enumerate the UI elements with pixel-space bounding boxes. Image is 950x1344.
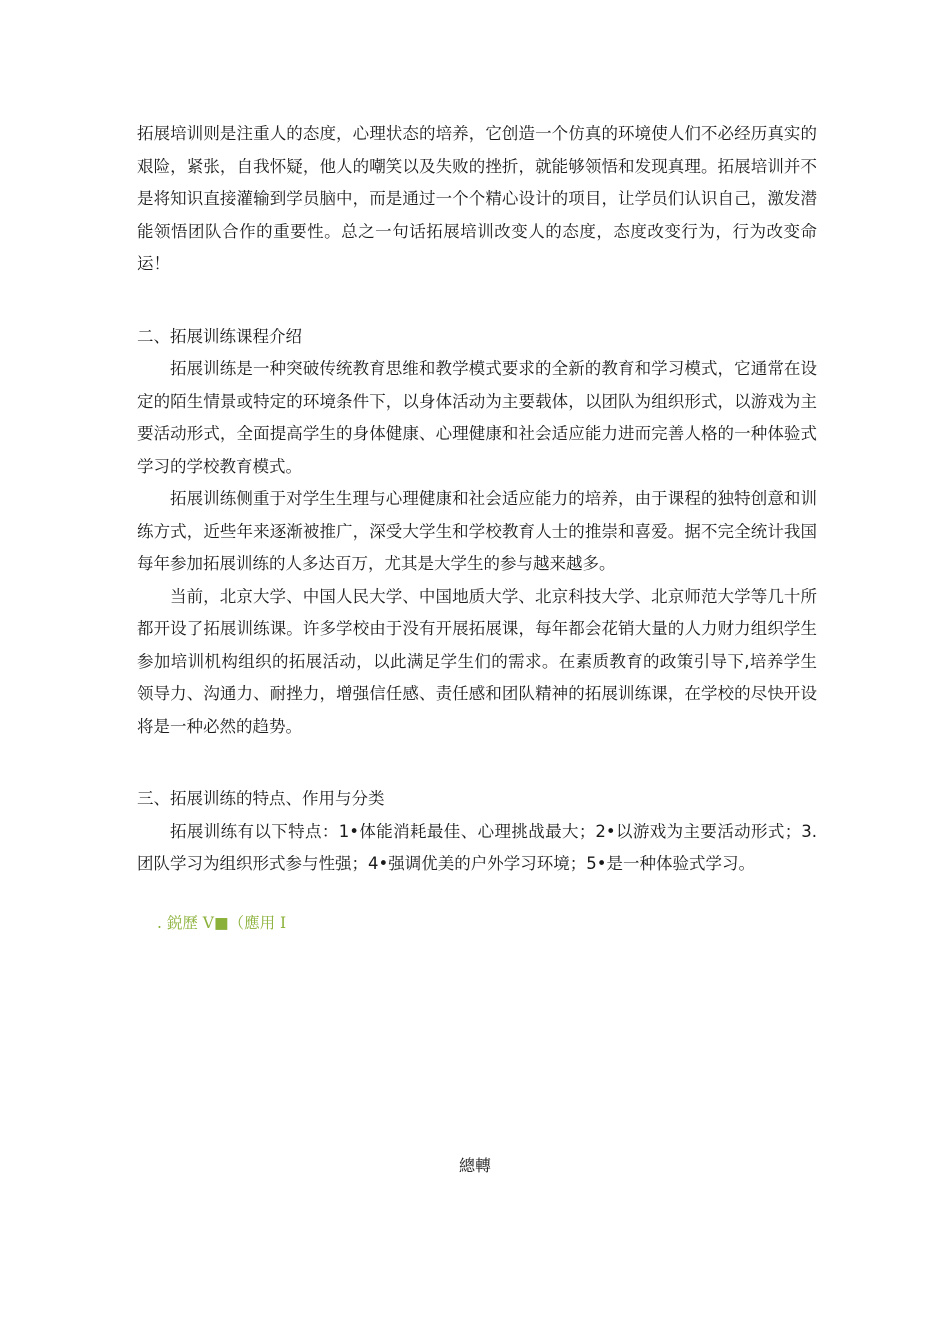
green-note-text: . 鋭歷 V■（應用 I <box>157 913 287 932</box>
section-2-paragraph-3: 当前，北京大学、中国人民大学、中国地质大学、北京科技大学、北京师范大学等几十所都开设了拓展训练课。许多学校由于没有开展拓展课，每年都会花销大量的人力财力组织学生参加培训机构组织的拓展活动，以此满足学生们的需求。在素质教育的政策引导下,培养学生领导力、沟通力、耐挫力，增强信任感、责任感和团队精神的拓展训练课，在学校的尽快开设将是一种必然的趋势。 <box>137 586 817 736</box>
section-3-heading: 三、拓展训练的特点、作用与分类 <box>137 789 385 808</box>
section-3-paragraph: 拓展训练有以下特点：1•体能消耗最佳、心理挑战最大；2•以游戏为主要活动形式；3.团队学习为组织形式参与性强；4•强调优美的户外学习环境；5•是一种体验式学习。 <box>137 821 817 873</box>
section-2-heading: 二、拓展训练课程介绍 <box>137 326 302 346</box>
section-2-paragraph-2: 拓展训练侧重于对学生生理与心理健康和社会适应能力的培养，由于课程的独特创意和训练方式，近些年来逐渐被推广，深受大学生和学校教育人士的推崇和喜爱。据不完全统计我国每年参加拓展训练的人多达百万，尤其是大学生的参与越来越多。 <box>137 489 817 573</box>
document-body <box>137 118 817 939</box>
intro-paragraph: 拓展培训则是注重人的态度，心理状态的培养，它创造一个仿真的环境使人们不必经历真实的艰险，紧张，自我怀疑，他人的嘲笑以及失败的挫折，就能够领悟和发现真理。拓展培训并不是将知识直接灌输到学员脑中，而是通过一个个精心设计的项目，让学员们认识自己，激发潜能领悟团队合作的重要性。总之一句话拓展培训改变人的态度，态度改变行为，行为改变命运！ <box>137 124 817 273</box>
section-gap <box>137 281 817 321</box>
section-2-paragraph-1: 拓展训练是一种突破传统教育思维和教学模式要求的全新的教育和学习模式，它通常在设定的陌生情景或特定的环境条件下，以身体活动为主要载体，以团队为组织形式，以游戏为主要活动形式，全面提高学生的身体健康、心理健康和社会适应能力进而完善人格的一种体验式学习的学校教育模式。 <box>137 359 817 476</box>
section-gap <box>137 743 817 783</box>
footer-text: 總轉 <box>458 1156 491 1175</box>
